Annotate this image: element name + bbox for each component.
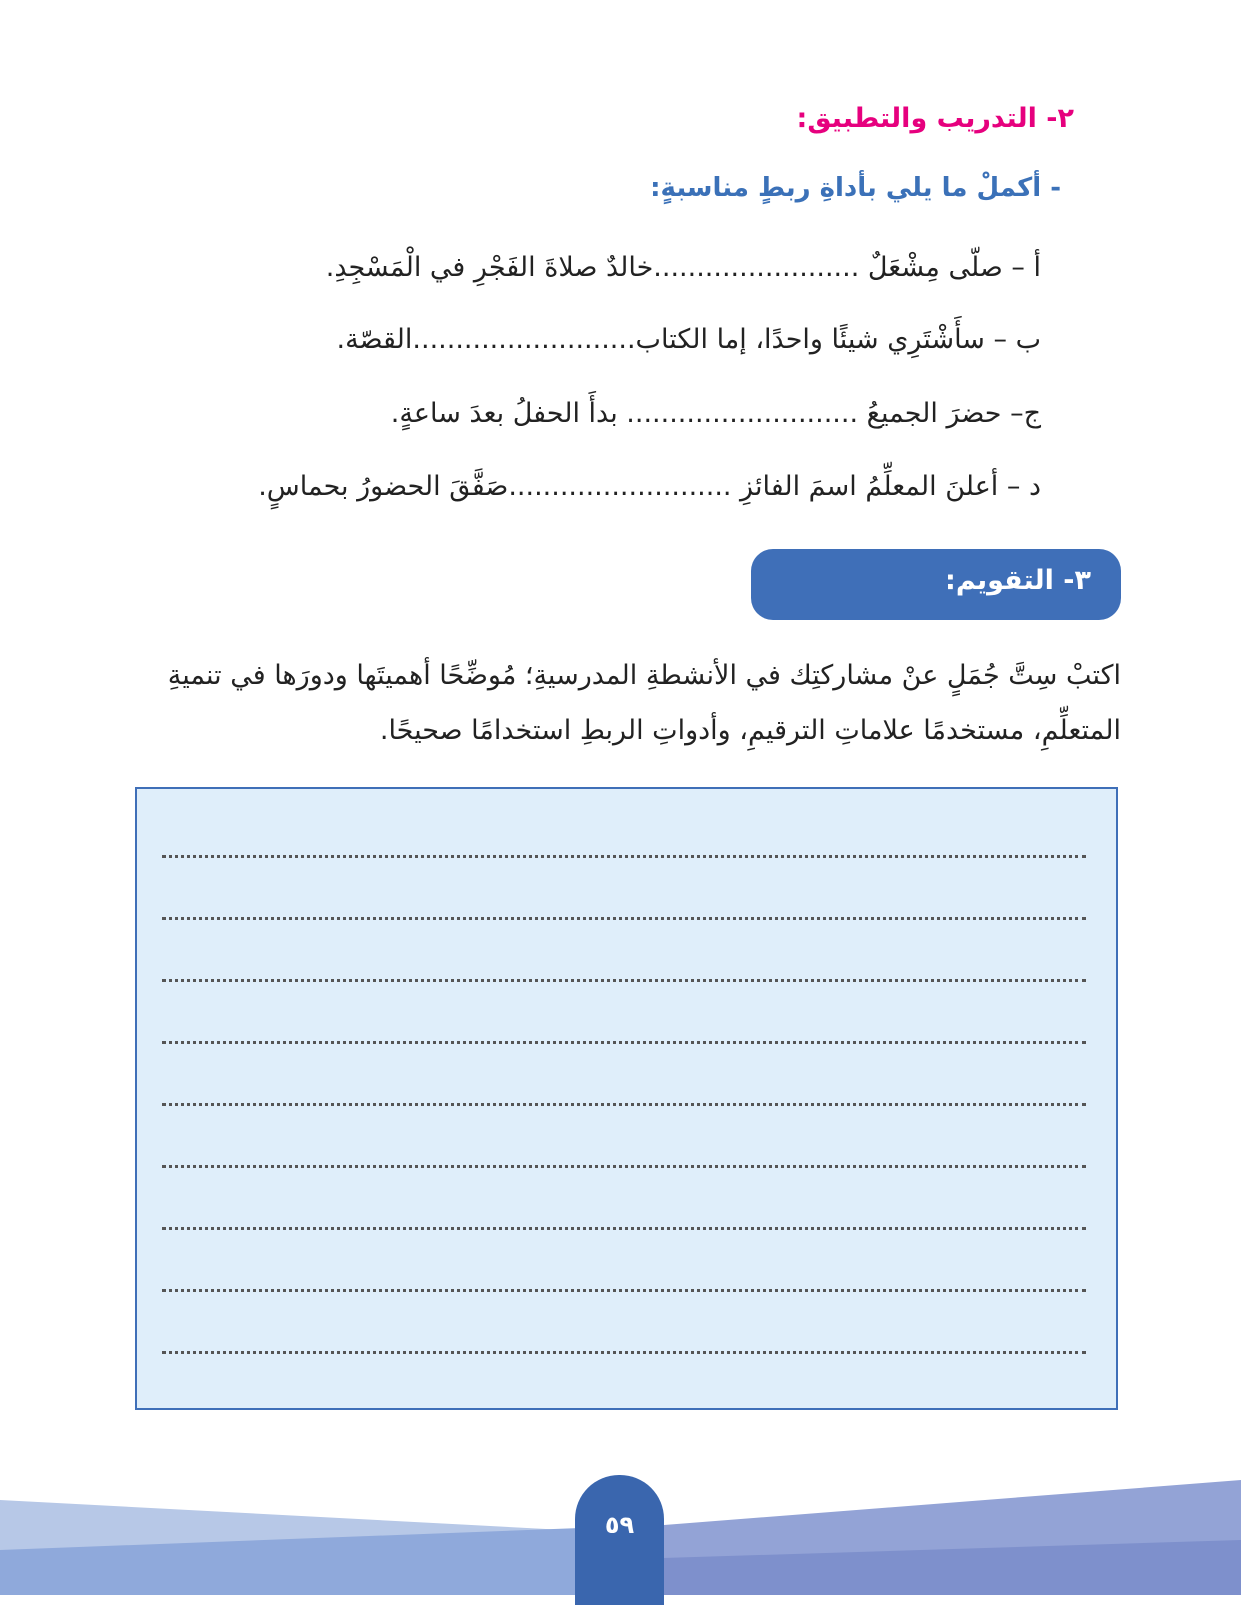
answer-line[interactable] [162,1227,1086,1230]
answer-line[interactable] [162,1041,1086,1044]
answer-line[interactable] [162,855,1086,858]
answer-line[interactable] [162,1289,1086,1292]
answer-line[interactable] [162,1103,1086,1106]
section-title-training: ٢- التدريب والتطبيق: [796,103,1074,134]
exercise-item-a: أ – صلّى مِشْعَلٌ ........................خالدٌ صلاةَ الفَجْرِ في الْمَسْجِدِ. [325,252,1041,283]
answer-line[interactable] [162,917,1086,920]
exercise-item-b: ب – سأَشْتَرِي شيئًا واحدًا، إما الكتاب..........................القصّة. [336,324,1041,355]
evaluation-title: ٣- التقويم: [945,565,1091,596]
answer-line[interactable] [162,1351,1086,1354]
instruction-text: - أكملْ ما يلي بأداةِ ربطٍ مناسبةٍ: [650,173,1061,203]
exercise-item-d: د – أعلنَ المعلِّمُ اسمَ الفائزِ ..........................صَفَّقَ الحضورُ بحماسٍ. [258,471,1041,502]
exercise-item-c: ج– حضرَ الجميعُ ........................... بدأَ الحفلُ بعدَ ساعةٍ. [390,398,1041,429]
evaluation-prompt: اكتبْ سِتَّ جُمَلٍ عنْ مشاركتِك في الأنشطةِ المدرسيةِ؛ مُوضِّحًا أهميتَها ودورَها في تنميةِ المتعلِّمِ، مستخدمًا علاماتِ الترقيمِ، وأدواتِ الربطِ استخدامًا صحيحًا. [167,660,1121,746]
answer-box[interactable] [135,787,1118,1410]
page-number: ٥٩ [604,1511,635,1539]
evaluation-header [751,549,1121,620]
answer-line[interactable] [162,1165,1086,1168]
answer-line[interactable] [162,979,1086,982]
page-number-tab [575,1475,664,1605]
